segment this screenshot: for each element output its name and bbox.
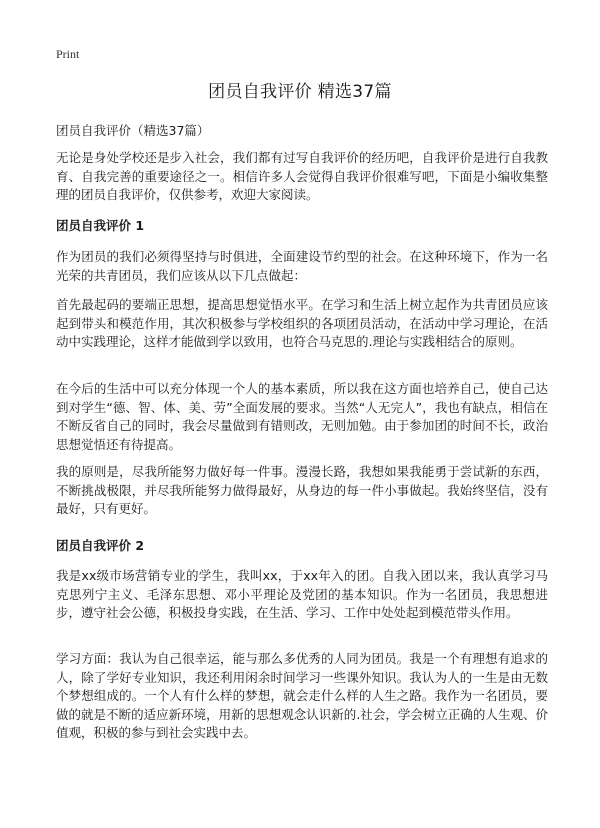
print-label: Print <box>56 47 80 61</box>
section-heading-1: 团员自我评价 1 <box>56 218 145 233</box>
section-1-paragraph-3: 在今后的生活中可以充分体现一个人的基本素质，所以我在这方面也培养自己，使自己达到对学生“德、智、体、美、劳”全面发展的要求。当然“人无完人”，我也有缺点，相信在不断反省自己的同时，我会尽量做到有错则改，无则加勉。由于参加团的时间不长，政治思想觉悟还有待提高。 <box>56 381 548 452</box>
section-heading-2: 团员自我评价 2 <box>56 538 145 553</box>
section-2-paragraph-1: 我是xx级市场营销专业的学生，我叫xx，于xx年入的团。自我入团以来，我认真学习马克思列宁主义、毛泽东思想、邓小平理论及党团的基本知识。作为一名团员，我思想进步，遵守社会公德，积极投身实践，在生活、学习、工作中处处起到模范带头作用。 <box>56 568 548 620</box>
intro-paragraph: 无论是身处学校还是步入社会，我们都有过写自我评价的经历吧，自我评价是进行自我教育、自我完善的重要途径之一。相信许多人会觉得自我评价很难写吧，下面是小编收集整理的团员自我评价，仅供参考，欢迎大家阅读。 <box>56 150 548 202</box>
page-subtitle: 团员自我评价（精选37篇） <box>56 123 210 138</box>
section-1-paragraph-4: 我的原则是，尽我所能努力做好每一件事。漫漫长路，我想如果我能勇于尝试新的东西，不断挑战极限，并尽我所能努力做得最好，从身边的每一件小事做起。我始终坚信，没有最好，只有更好。 <box>56 464 548 516</box>
section-1-paragraph-1: 作为团员的我们必须得坚持与时俱进，全面建设节约型的社会。在这种环境下，作为一名光荣的共青团员，我们应该从以下几点做起： <box>56 249 548 283</box>
section-2-paragraph-2: 学习方面：我认为自己很幸运，能与那么多优秀的人同为团员。我是一个有理想有追求的人，除了学好专业知识，我还利用闲余时间学习一些课外知识。我认为人的一生是由无数个梦想组成的。一个人有什么样的梦想，就会走什么样的人生之路。我作为一名团员，要做的就是不断的适应新环境，用新的思想观念认识新的.社会，学会树立正确的人生观、价值观，积极的参与到社会实践中去。 <box>56 651 548 740</box>
page-title: 团员自我评价 精选37篇 <box>208 82 392 102</box>
section-1-paragraph-2: 首先最起码的要端正思想，提高思想觉悟水平。在学习和生活上树立起作为共青团员应该起到带头和模范作用，其次积极参与学校组织的各项团员活动，在活动中学习理论，在活动中实践理论，这样才能做到学以致用，也符合马克思的.理论与实践相结合的原则。 <box>56 297 548 349</box>
